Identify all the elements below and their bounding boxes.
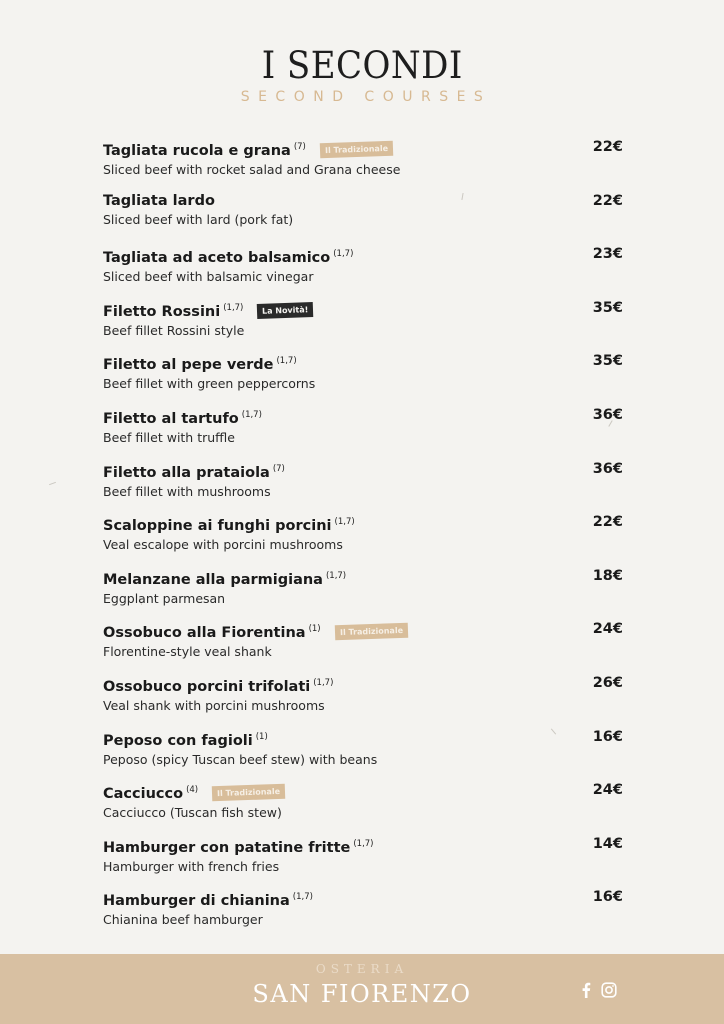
menu-item [103, 780, 623, 834]
menu-item-price: 24€ [592, 621, 623, 638]
menu-item-name: Ossobuco alla Fiorentina [103, 625, 306, 642]
menu-item-name: Filetto alla prataiola [103, 464, 270, 481]
menu-item-title-line [103, 137, 623, 161]
footer-brand-name: SAN FIORENZO [252, 980, 472, 1008]
menu-item-title-line [103, 459, 623, 483]
menu-item-description: Cacciucco (Tuscan fish stew) [103, 805, 282, 821]
menu-item [103, 351, 623, 405]
menu-item-allergens: (4) [186, 785, 199, 796]
menu-item-description: Sliced beef with balsamic vinegar [103, 269, 314, 285]
menu-item-price: 16€ [592, 728, 623, 745]
menu-item-allergens: (1,7) [313, 677, 334, 688]
menu-item-description: Hamburger with french fries [103, 858, 280, 874]
menu-item-allergens: (1) [255, 731, 268, 742]
menu-item [103, 137, 623, 191]
menu-item-title-line [103, 566, 623, 590]
facebook-icon[interactable] [580, 982, 592, 1002]
menu-item-name: Tagliata ad aceto balsamico [103, 250, 331, 267]
menu-item-allergens: (1,7) [353, 838, 374, 849]
menu-item-price: 14€ [592, 835, 623, 852]
menu-item-allergens: (1,7) [276, 356, 297, 367]
menu-item-description: Beef fillet with truffle [103, 429, 235, 445]
menu-item [103, 512, 623, 566]
traditional-badge: Il Tradizionale [334, 623, 408, 641]
menu-item-name: Filetto al tartufo [103, 410, 239, 427]
menu-item-description: Sliced beef with rocket salad and Grana cheese [103, 162, 401, 177]
menu-item-name: Ossobuco porcini trifolati [103, 678, 311, 695]
menu-item-name: Scaloppine ai funghi porcini [103, 518, 332, 535]
menu-item-price: 24€ [592, 782, 623, 799]
menu-item [103, 566, 623, 620]
menu-item-allergens: (1,7) [333, 249, 354, 260]
menu-item-allergens: (1,7) [292, 892, 313, 903]
menu-item-price: 22€ [592, 514, 623, 531]
menu-item-description: Sliced beef with lard (pork fat) [103, 211, 294, 227]
page-subtitle: SECOND COURSES [240, 89, 492, 105]
menu-item-name: Melanzane alla parmigiana [103, 571, 323, 588]
menu-item-name: Tagliata rucola e grana [103, 143, 291, 159]
menu-item-title-line [103, 673, 623, 697]
menu-item-title-line [103, 512, 623, 536]
menu-item-price: 16€ [592, 889, 623, 906]
menu-item-price: 35€ [592, 299, 623, 316]
menu-item-description: Florentine-style veal shank [103, 644, 272, 660]
menu-item-allergens: (7) [272, 463, 285, 474]
menu-item-title-line [103, 405, 623, 429]
menu-list [103, 137, 623, 941]
menu-item-title-line [103, 887, 623, 911]
traditional-badge: Il Tradizionale [212, 784, 286, 802]
menu-item-allergens: (7) [293, 142, 306, 152]
menu-header [0, 44, 724, 106]
social-links [580, 982, 617, 1002]
traditional-badge: Il Tradizionale [320, 141, 394, 159]
new-dish-badge: La Novità! [257, 302, 314, 319]
menu-item [103, 887, 623, 941]
menu-item-name: Hamburger con patatine fritte [103, 839, 351, 856]
menu-item [103, 673, 623, 727]
menu-item-title-line [103, 834, 623, 858]
menu-item [103, 244, 623, 298]
menu-item-price: 22€ [592, 192, 623, 209]
menu-item-description: Veal shank with porcini mushrooms [103, 697, 325, 713]
menu-item-name: Filetto al pepe verde [103, 357, 274, 374]
footer-osteria-label: OSTERIA [315, 962, 409, 976]
menu-item-description: Peposo (spicy Tuscan beef stew) with beans [103, 751, 378, 767]
menu-item-description: Chianina beef hamburger [103, 912, 263, 928]
menu-item-price: 36€ [592, 406, 623, 423]
menu-item-allergens: (1) [308, 624, 321, 635]
menu-item-price: 26€ [592, 674, 623, 691]
menu-item-price: 36€ [592, 460, 623, 477]
menu-item-title-line [103, 727, 623, 751]
menu-item-description: Beef fillet with green peppercorns [103, 376, 316, 392]
menu-item-allergens: (1,7) [334, 517, 355, 528]
menu-item-title-line [103, 244, 623, 268]
menu-item [103, 298, 623, 352]
menu-item-title-line [103, 351, 623, 375]
menu-item [103, 191, 623, 245]
menu-item-price: 35€ [592, 353, 623, 370]
menu-item-description: Eggplant parmesan [103, 590, 226, 606]
menu-item-allergens: (1,7) [325, 570, 347, 581]
instagram-icon[interactable] [601, 982, 617, 1002]
page-title: I SECONDI [261, 44, 463, 87]
menu-item-title-line [103, 619, 623, 643]
menu-item-name: Tagliata lardo [103, 192, 215, 209]
menu-item-title-line [103, 191, 623, 211]
menu-item-price: 22€ [592, 139, 623, 155]
menu-item-title-line [103, 780, 623, 804]
footer [0, 954, 724, 1024]
menu-item-price: 18€ [592, 567, 623, 584]
menu-item-price: 23€ [592, 246, 623, 263]
menu-item-name: Filetto Rossini [103, 303, 221, 320]
menu-item-title-line [103, 298, 623, 322]
menu-item-description: Beef fillet with mushrooms [103, 483, 271, 499]
menu-item-description: Veal escalope with porcini mushrooms [103, 537, 343, 553]
menu-item-name: Hamburger di chianina [103, 893, 290, 910]
menu-item [103, 619, 623, 673]
menu-item [103, 727, 623, 781]
menu-item [103, 834, 623, 888]
menu-item [103, 405, 623, 459]
menu-item-allergens: (1,7) [241, 409, 262, 420]
menu-item-description: Beef fillet Rossini style [103, 322, 245, 338]
menu-item-name: Peposo con fagioli [103, 732, 253, 749]
menu-item-allergens: (1,7) [223, 302, 244, 313]
menu-item-name: Cacciucco [103, 786, 184, 803]
menu-item [103, 459, 623, 513]
